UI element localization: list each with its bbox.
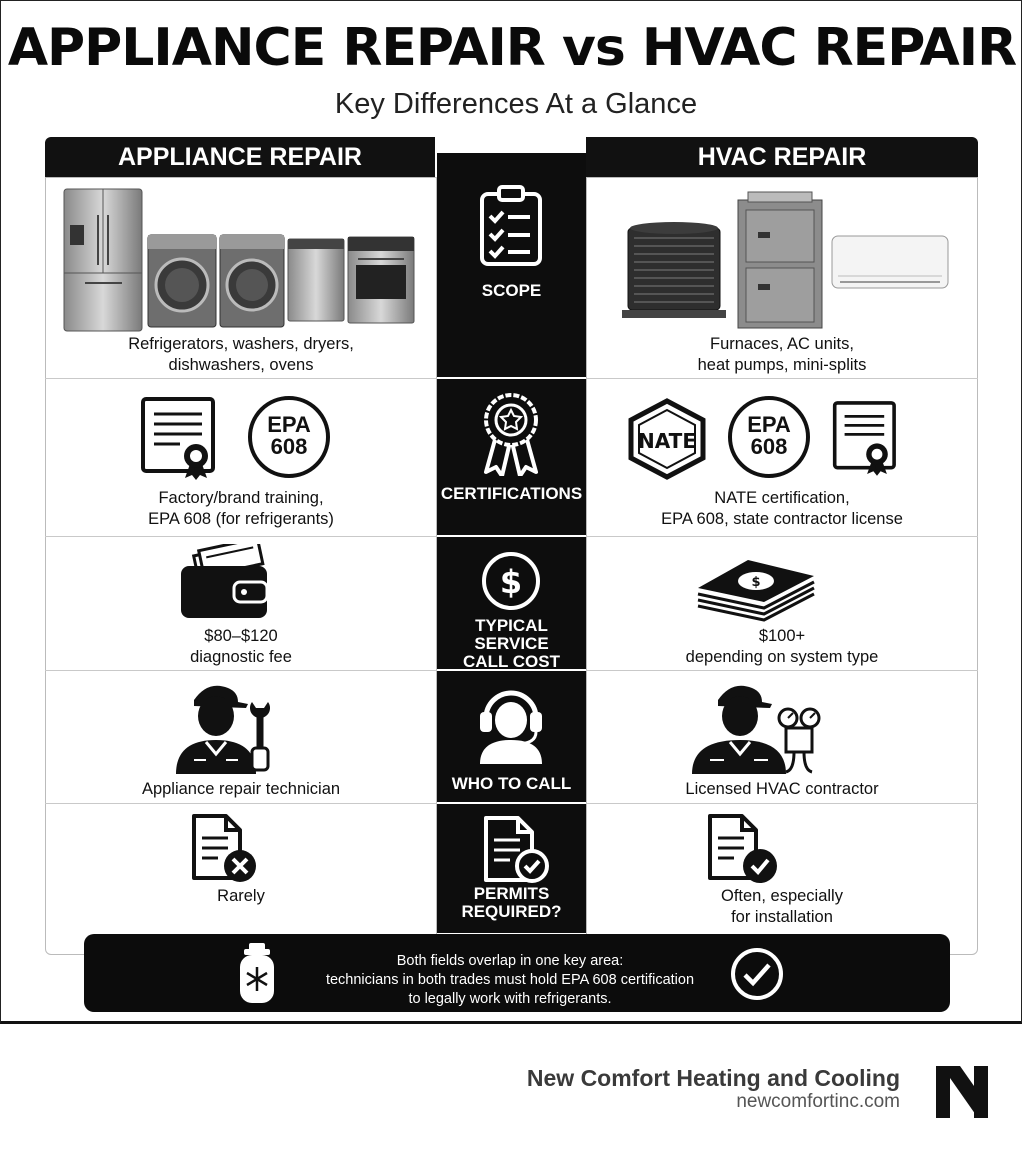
certificate-icon bbox=[140, 396, 220, 480]
cost-appliance-line-2: diagnostic fee bbox=[190, 648, 292, 666]
row-label-cost-line-1: TYPICAL SERVICE bbox=[474, 616, 549, 653]
row-divider bbox=[437, 802, 586, 804]
row-divider bbox=[45, 378, 437, 379]
brand-logo-icon bbox=[936, 1066, 988, 1118]
row-label-cost bbox=[437, 617, 586, 671]
scope-hvac-text bbox=[586, 334, 978, 376]
row-divider bbox=[586, 536, 978, 537]
headset-agent-icon bbox=[476, 682, 546, 764]
document-check-icon bbox=[482, 814, 552, 886]
who-appliance-line-1: Appliance repair technician bbox=[141, 780, 341, 798]
row-divider bbox=[586, 670, 978, 671]
cost-hvac-text bbox=[586, 626, 978, 668]
permits-appliance-line-1: Rarely bbox=[217, 887, 265, 905]
scope-hvac-line-1: Furnaces, AC units, bbox=[710, 335, 854, 353]
scope-appliance-line-1: Refrigerators, washers, dryers, bbox=[128, 335, 354, 353]
column-header-hvac: HVAC REPAIR bbox=[586, 137, 978, 177]
technician-gauge-icon bbox=[690, 678, 822, 774]
row-divider bbox=[45, 670, 437, 671]
who-hvac-line-1: Licensed HVAC contractor bbox=[685, 780, 879, 798]
epa-badge-top: EPA bbox=[747, 412, 791, 437]
row-label-scope: SCOPE bbox=[481, 281, 542, 300]
row-label-permits bbox=[437, 885, 586, 921]
document-check-icon bbox=[706, 812, 780, 886]
clipboard-checklist-icon bbox=[476, 184, 546, 268]
certifications-hvac-line-1: NATE certification, bbox=[714, 489, 850, 507]
row-divider bbox=[586, 803, 978, 804]
row-label-cost-line-2: CALL COST bbox=[463, 652, 560, 671]
epa-badge-bottom: 608 bbox=[270, 434, 308, 459]
permits-appliance-text bbox=[45, 886, 437, 907]
overlap-banner-line-1: Both fields overlap in one key area: bbox=[396, 953, 624, 969]
column-header-appliance: APPLIANCE REPAIR bbox=[45, 137, 435, 177]
technician-wrench-icon bbox=[166, 678, 278, 774]
who-hvac-text bbox=[586, 779, 978, 800]
hvac-equipment-image bbox=[618, 188, 954, 330]
cost-hvac-line-1: $100+ bbox=[758, 627, 806, 645]
overlap-banner-line-2: technicians in both trades must hold EPA 608 certification bbox=[325, 972, 695, 988]
brand-url[interactable]: newcomfortinc.com bbox=[736, 1091, 900, 1112]
refrigerant-tank-icon bbox=[236, 941, 278, 1005]
certifications-appliance-line-1: Factory/brand training, bbox=[158, 489, 324, 507]
overlap-banner-text bbox=[290, 952, 730, 1009]
scope-appliance-line-2: dishwashers, ovens bbox=[168, 356, 314, 374]
scope-appliance-text bbox=[45, 334, 437, 376]
svg-text:$: $ bbox=[751, 575, 761, 590]
scope-hvac-line-2: heat pumps, mini-splits bbox=[697, 356, 867, 374]
epa-badge-bottom: 608 bbox=[750, 434, 788, 459]
nate-badge-text: NATE bbox=[638, 429, 696, 453]
row-divider bbox=[437, 535, 586, 537]
appliances-image bbox=[60, 185, 420, 333]
document-x-icon bbox=[190, 812, 260, 884]
who-appliance-text bbox=[45, 779, 437, 800]
nate-badge bbox=[627, 398, 707, 480]
checkmark-circle-icon bbox=[730, 947, 784, 1001]
epa-608-badge bbox=[728, 396, 810, 478]
epa-badge-top: EPA bbox=[267, 412, 311, 437]
certificate-icon bbox=[832, 396, 904, 480]
page-subtitle: Key Differences At a Glance bbox=[334, 88, 698, 120]
cost-appliance-line-1: $80–$120 bbox=[204, 627, 278, 645]
page-title: APPLIANCE REPAIR vs HVAC REPAIR bbox=[7, 18, 1017, 78]
wallet-icon bbox=[178, 544, 270, 620]
cost-appliance-text bbox=[45, 626, 437, 668]
svg-text:$: $ bbox=[499, 563, 523, 601]
permits-hvac-line-2: for installation bbox=[731, 908, 833, 926]
permits-hvac-text bbox=[586, 886, 978, 928]
row-divider bbox=[45, 536, 437, 537]
epa-608-badge bbox=[248, 396, 330, 478]
row-label-permits-line-1: PERMITS bbox=[473, 884, 550, 903]
row-divider bbox=[586, 378, 978, 379]
brand-name: New Comfort Heating and Cooling bbox=[526, 1065, 900, 1091]
overlap-banner-line-3: to legally work with refrigerants. bbox=[408, 991, 612, 1007]
row-divider bbox=[437, 377, 586, 379]
cost-hvac-line-2: depending on system type bbox=[685, 648, 879, 666]
row-label-permits-line-2: REQUIRED? bbox=[461, 902, 562, 921]
certifications-appliance-text bbox=[45, 488, 437, 530]
award-ribbon-icon bbox=[480, 392, 542, 476]
row-label-who-to-call: WHO TO CALL bbox=[451, 774, 572, 793]
row-label-certifications: CERTIFICATIONS bbox=[440, 484, 583, 503]
row-divider bbox=[45, 803, 437, 804]
dollar-coin-icon bbox=[480, 550, 542, 612]
permits-hvac-line-1: Often, especially bbox=[721, 887, 843, 905]
certifications-hvac-text bbox=[586, 488, 978, 530]
certifications-appliance-line-2: EPA 608 (for refrigerants) bbox=[148, 510, 334, 528]
certifications-hvac-line-2: EPA 608, state contractor license bbox=[661, 510, 903, 528]
money-stack-icon bbox=[694, 548, 818, 622]
